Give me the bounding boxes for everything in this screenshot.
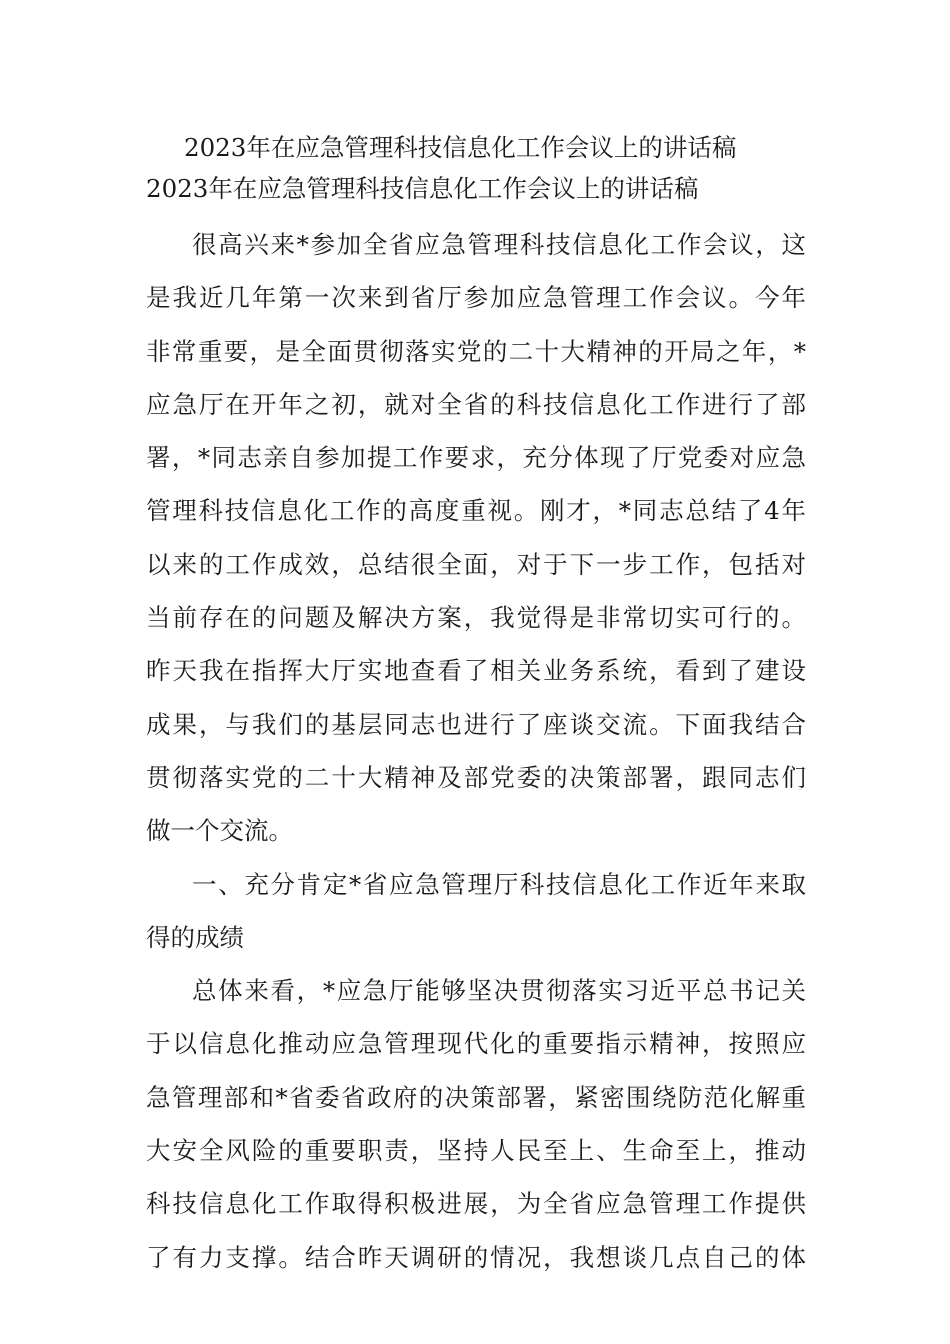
paragraph-line: 了有力支撑。结合昨天调研的情况，我想谈几点自己的体 bbox=[146, 1242, 806, 1272]
paragraph-line: 贯彻落实党的二十大精神及部党委的决策部署，跟同志们 bbox=[146, 762, 806, 792]
section-heading-1 bbox=[146, 858, 806, 965]
heading-line: 得的成绩 bbox=[146, 922, 244, 952]
paragraph-line: 应急厅在开年之初，就对全省的科技信息化工作进行了部 bbox=[146, 389, 806, 419]
paragraph-line: 署，*同志亲自参加提工作要求，充分体现了厅党委对应急 bbox=[146, 443, 806, 473]
paragraph-line: 总体来看，*应急厅能够坚决贯彻落实习近平总书记关 bbox=[192, 976, 806, 1006]
document-body bbox=[146, 128, 806, 1284]
paragraph-line: 以来的工作成效，总结很全面，对于下一步工作，包括对 bbox=[146, 549, 806, 579]
paragraph-line: 急管理部和*省委省政府的决策部署，紧密围绕防范化解重 bbox=[146, 1082, 806, 1112]
paragraph-line: 科技信息化工作取得积极进展，为全省应急管理工作提供 bbox=[146, 1189, 806, 1219]
document-subtitle: 2023年在应急管理科技信息化工作会议上的讲话稿 bbox=[146, 174, 699, 203]
paragraph-line: 做一个交流。 bbox=[146, 816, 293, 846]
paragraph-line: 是我近几年第一次来到省厅参加应急管理工作会议。今年 bbox=[146, 283, 806, 313]
paragraph-line: 当前存在的问题及解决方案，我觉得是非常切实可行的。 bbox=[146, 603, 806, 633]
paragraph-opening bbox=[146, 218, 806, 858]
paragraph-overview bbox=[146, 964, 806, 1284]
paragraph-line: 非常重要，是全面贯彻落实党的二十大精神的开局之年，* bbox=[146, 336, 806, 366]
paragraph-line: 成果，与我们的基层同志也进行了座谈交流。下面我结合 bbox=[146, 709, 806, 739]
paragraph-line: 大安全风险的重要职责，坚持人民至上、生命至上，推动 bbox=[146, 1136, 806, 1166]
paragraph-line: 昨天我在指挥大厅实地查看了相关业务系统，看到了建设 bbox=[146, 656, 806, 686]
paragraph-line: 管理科技信息化工作的高度重视。刚才，*同志总结了4年 bbox=[146, 496, 806, 526]
paragraph-line: 很高兴来*参加全省应急管理科技信息化工作会议，这 bbox=[192, 230, 806, 259]
heading-line: 一、充分肯定*省应急管理厅科技信息化工作近年来取 bbox=[192, 869, 806, 899]
document-title: 2023年在应急管理科技信息化工作会议上的讲话稿 bbox=[184, 133, 737, 162]
paragraph-line: 于以信息化推动应急管理现代化的重要指示精神，按照应 bbox=[146, 1029, 806, 1059]
